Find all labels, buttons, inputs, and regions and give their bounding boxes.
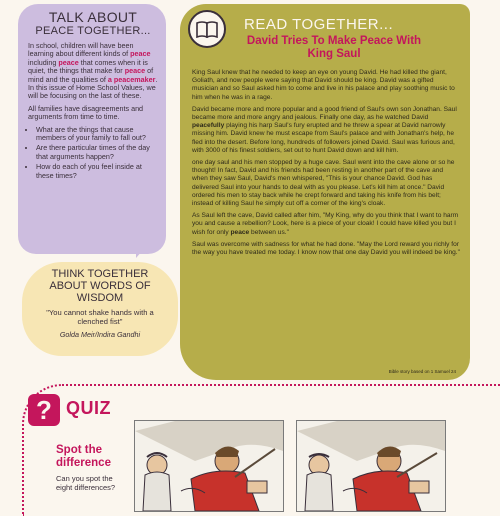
story-paragraph: Saul was overcome with sadness for what he had done. "May the Lord reward you richly for the way you have treated me today. I know now that one day David you will indeed be king." [192,240,460,257]
read-together-heading: READ TOGETHER... [244,16,394,33]
speech-bubble-tail [136,228,162,258]
spot-title: Spot the difference [56,444,111,469]
story-paragraph: King Saul knew that he needed to keep an eye on young David. He had killed the giant, Goliath, and now people were saying that David should be king. David was a gifted musician and so Saul asked him to come and live in his palace and play soothing music to him when he was in a rage. [192,69,455,101]
quiz-picture-right [296,420,446,512]
read-together-panel [180,4,470,380]
quote-author: Golda Meir/Indira Gandhi [59,330,141,339]
talk-about-title: TALK ABOUT [48,9,138,25]
story-paragraph: David became more and more popular and a good friend of Saul's own son Jonathan. Saul became more and more angry and jealous. Finally one day, as he watched David peacefully playing his harp Saul's fury erupted and he threw a spear at David narrowly missing him. David knew he must escape from Saul's palace and with Jonathan's help, he fled into the desert. Before long, hundreds of followers joined David. Saul was furious and, with 3000 of his finest soldiers, set out to hunt David down and kill him. [192,105,457,154]
talk-about-subtitle: PEACE TOGETHER... [35,25,151,37]
spot-instructions: Can you spot the eight differences? [56,474,116,492]
question-item: • How do each of you feel inside at these times? [36,163,158,180]
think-together-title: THINK TOGETHER ABOUT WORDS OF WISDOM [49,268,151,304]
talk-about-paragraph-2: All families have disagreements and arguments from time to time. [28,103,144,122]
question-item: • Are there particular times of the day that arguments happen? [36,144,158,161]
story-text [192,69,460,257]
think-together-cloud [22,262,178,356]
question-mark-icon: ? [28,394,60,426]
book-icon [188,10,226,48]
question-item: • What are the things that cause members of your family to fall out? [36,126,158,143]
spot-the-difference [56,444,130,492]
bible-credit: Bible story based on 1 Samuel 24 [388,369,456,374]
story-paragraph: As Saul left the cave, David called after him, "My King, why do you think that I want to harm you and cause a rebellion? Look, here is a piece of your cloak! I could have killed you but I wish for only peace between us." [192,212,459,236]
story-paragraph: one day saul and his men stopped by a huge cave. Saul went into the cave alone or so he thought! In fact, David and his friends had been resting in another part of the cave and when they saw Saul, David's men whispered, "This is your chance David. God has delivered Saul into your hands to deal with as you please. Let's kill him at once." David ordered his men to stay back while he crept forward and taking his knife from his belt; instead of killing Saul he simply cut off a corner of the king's cloak. [192,159,455,208]
talk-about-paragraph-1: In school, children will have been learning about different kinds of peace including peace that comes when it is quiet, the things that make for peace of mind and the qualities of a peacemaker. In this issue of Home School Values, we will be focusing on the last of these. [28,41,158,101]
quiz-picture-left [134,420,284,512]
wisdom-quote: "You cannot shake hands with a clenched fist" [46,308,154,326]
quiz-title: QUIZ [66,398,111,418]
story-title: David Tries To Make Peace With King Saul [246,35,422,60]
talk-about-questions [28,126,158,180]
talk-about-bubble [18,4,166,254]
